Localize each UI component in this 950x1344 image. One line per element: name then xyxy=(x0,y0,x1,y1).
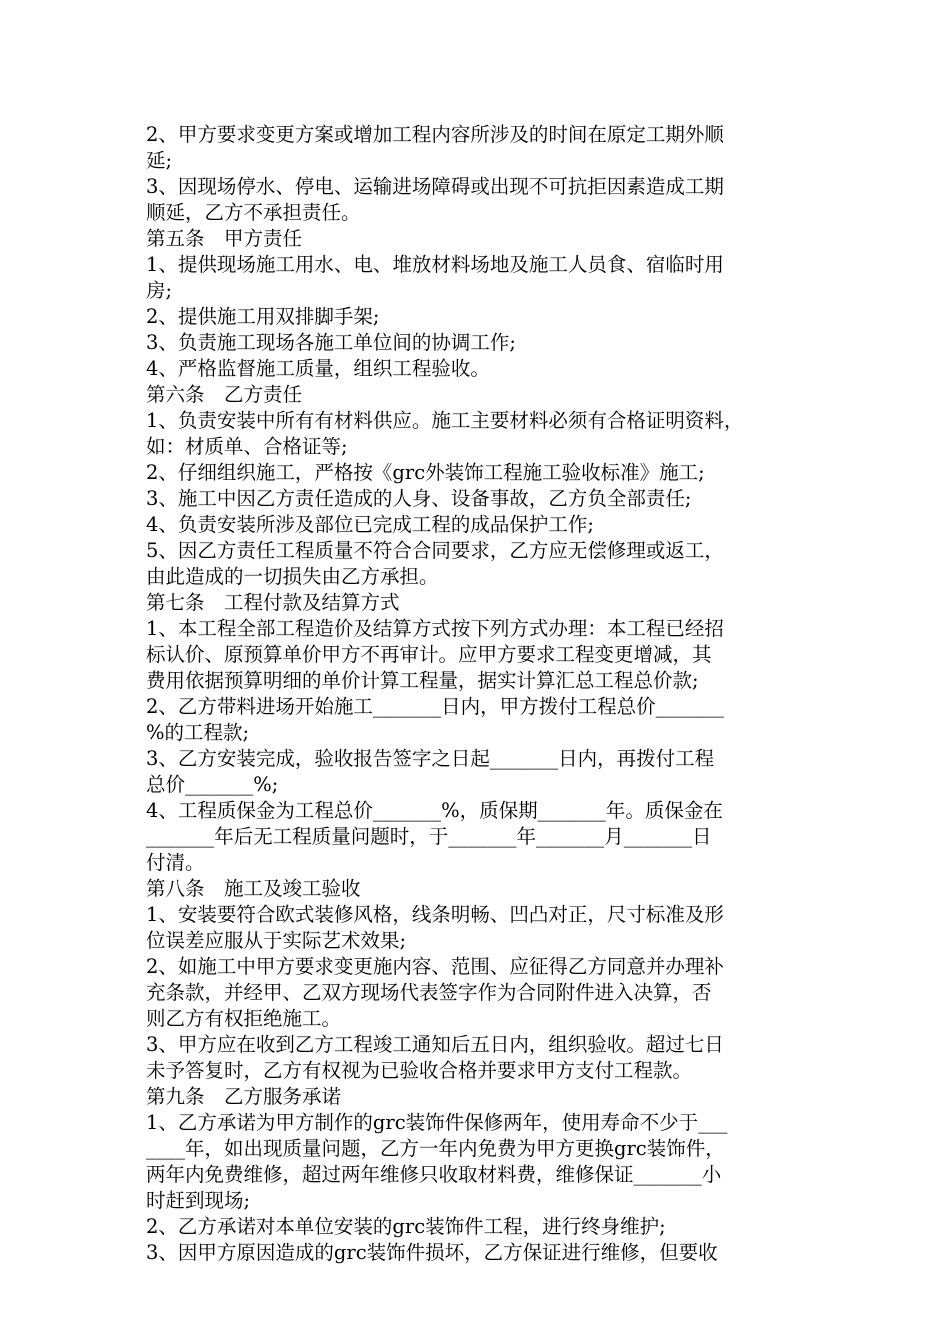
text-line: 标认价、原预算单价甲方不再审计。应甲方要求工程变更增减，其 xyxy=(146,643,712,666)
text-line: 房; xyxy=(146,279,173,302)
section-heading: 第七条 工程付款及结算方式 xyxy=(146,591,400,614)
text-line: 总价_______%; xyxy=(146,773,279,796)
section-heading: 第五条 甲方责任 xyxy=(146,227,303,250)
text-line: 5、因乙方责任工程质量不符合合同要求，乙方应无偿修理或返工， xyxy=(146,539,724,562)
section-heading: 第六条 乙方责任 xyxy=(146,383,303,406)
text-line: 3、甲方应在收到乙方工程竣工通知后五日内，组织验收。超过七日 xyxy=(146,1033,724,1056)
text-line: 3、因现场停水、停电、运输进场障碍或出现不可抗拒因素造成工期 xyxy=(146,175,724,198)
text-line: 2、提供施工用双排脚手架; xyxy=(146,305,380,328)
text-line: 4、工程质保金为工程总价_______%，质保期_______年。质保金在 xyxy=(146,799,723,822)
text-line: 4、负责安装所涉及部位已完成工程的成品保护工作; xyxy=(146,513,594,536)
text-line: 付清。 xyxy=(146,851,205,874)
text-line: %的工程款; xyxy=(146,721,250,744)
text-line: 1、负责安装中所有有材料供应。施工主要材料必须有合格证明资料， xyxy=(146,409,744,432)
text-line: 1、提供现场施工用水、电、堆放材料场地及施工人员食、宿临时用 xyxy=(146,253,724,276)
text-line: _______年后无工程质量问题时，于_______年_______月_______日 xyxy=(146,825,712,848)
text-line: 3、因甲方原因造成的grc装饰件损坏，乙方保证进行维修，但要收 xyxy=(146,1241,718,1264)
text-line: 2、乙方带料进场开始施工_______日内，甲方拨付工程总价_______ xyxy=(146,695,724,718)
text-line: 充条款，并经甲、乙双方现场代表签字作为合同附件进入决算，否 xyxy=(146,981,712,1004)
text-line: 1、本工程全部工程造价及结算方式按下列方式办理：本工程已经招 xyxy=(146,617,724,640)
text-line: 顺延，乙方不承担责任。 xyxy=(146,201,361,224)
section-heading: 第八条 施工及竣工验收 xyxy=(146,877,361,900)
text-line: 2、甲方要求变更方案或增加工程内容所涉及的时间在原定工期外顺 xyxy=(146,123,724,146)
text-line: 费用依据预算明细的单价计算工程量，据实计算汇总工程总价款; xyxy=(146,669,699,692)
text-line: ____年，如出现质量问题，乙方一年内免费为甲方更换grc装饰件， xyxy=(146,1137,725,1160)
text-line: 3、乙方安装完成，验收报告签字之日起_______日内，再拨付工程 xyxy=(146,747,715,770)
text-line: 未予答复时，乙方有权视为已验收合格并要求甲方支付工程款。 xyxy=(146,1059,693,1082)
text-line: 延; xyxy=(146,149,173,172)
text-line: 如：材质单、合格证等; xyxy=(146,435,348,458)
section-heading: 第九条 乙方服务承诺 xyxy=(146,1085,342,1108)
text-line: 1、安装要符合欧式装修风格，线条明畅、凹凸对正，尺寸标准及形 xyxy=(146,903,724,926)
text-line: 时赶到现场; xyxy=(146,1189,251,1212)
text-line: 2、乙方承诺对本单位安装的grc装饰件工程，进行终身维护; xyxy=(146,1215,666,1238)
text-line: 2、仔细组织施工，严格按《grc外装饰工程施工验收标准》施工; xyxy=(146,461,705,484)
text-line: 1、乙方承诺为甲方制作的grc装饰件保修两年，使用寿命不少于___ xyxy=(146,1111,728,1134)
text-line: 两年内免费维修，超过两年维修只收取材料费，维修保证_______小 xyxy=(146,1163,722,1186)
text-line: 位误差应服从于实际艺术效果; xyxy=(146,929,407,952)
text-line: 2、如施工中甲方要求变更施内容、范围、应征得乙方同意并办理补 xyxy=(146,955,724,978)
text-line: 4、严格监督施工质量，组织工程验收。 xyxy=(146,357,490,380)
text-line: 3、负责施工现场各施工单位间的协调工作; xyxy=(146,331,516,354)
text-line: 由此造成的一切损失由乙方承担。 xyxy=(146,565,439,588)
text-line: 3、施工中因乙方责任造成的人身、设备事故，乙方负全部责任; xyxy=(146,487,692,510)
document-body xyxy=(146,122,814,1266)
text-line: 则乙方有权拒绝施工。 xyxy=(146,1007,342,1030)
